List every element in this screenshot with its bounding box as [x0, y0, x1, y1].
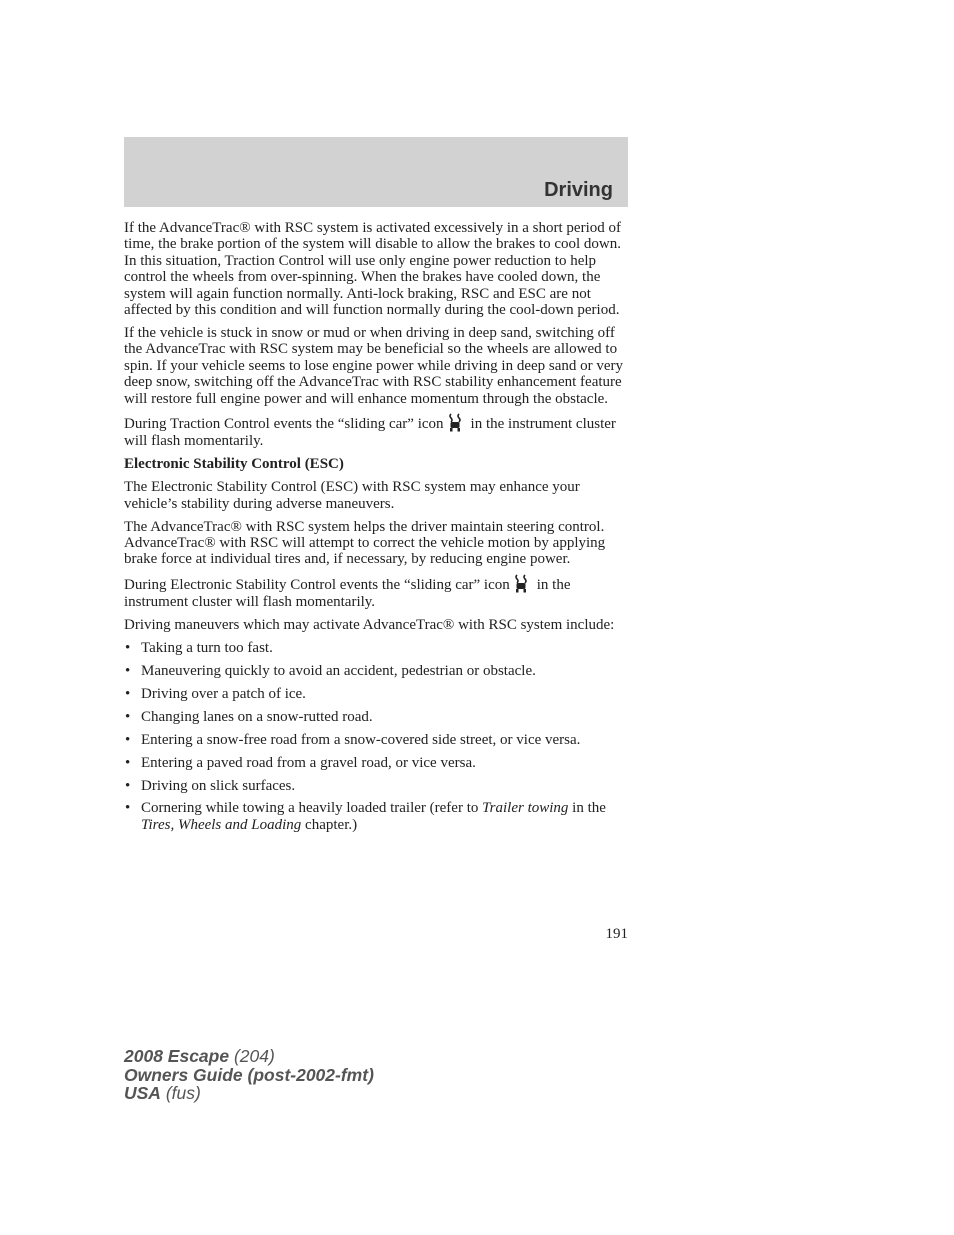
- list-item: • Driving over a patch of ice.: [124, 686, 628, 702]
- esc-heading: Electronic Stability Control (ESC): [124, 456, 344, 473]
- trailer-towing-reference: Trailer towing: [482, 800, 569, 817]
- footer-market: USA: [124, 1083, 161, 1103]
- paragraph-esc-steering: The AdvanceTrac® with RSC system helps the driver maintain steering control. AdvanceTrac® with RSC will attempt to correct the vehicle motion by applying brake force at individual tires and, if necessary, by reducing engine power.: [124, 518, 606, 568]
- traction-icon-text-after: in the instrument cluster will flash momentarily.: [124, 416, 616, 450]
- footer-line-1: [124, 1047, 374, 1066]
- traction-icon-text-before: During Traction Control events the “sliding car” icon: [124, 416, 444, 433]
- paragraph-brake-cooldown: If the AdvanceTrac® with RSC system is activated excessively in a short period of time, the brake portion of the system will disable to allow the brakes to cool down. In this situation, Traction Control will use only engine power reduction to help control the wheels from over-spinning. When the brakes have cooled down, the system will again function normally. Anti-lock braking, RSC and ESC are not affected by this condition and will function normally during the cool-down period.: [124, 220, 621, 319]
- last-bullet-text: chapter.): [301, 816, 358, 833]
- last-bullet-text: in the: [568, 800, 606, 817]
- list-item: • Entering a paved road from a gravel road, or vice versa.: [124, 755, 628, 771]
- footer-market-code: (fus): [165, 1083, 201, 1103]
- page-content: [124, 220, 628, 840]
- list-item: • Maneuvering quickly to avoid an accident, pedestrian or obstacle.: [124, 663, 628, 679]
- sliding-car-icon: [447, 413, 463, 433]
- list-item: • Changing lanes on a snow-rutted road.: [124, 709, 628, 725]
- paragraph-maneuvers-intro: Driving maneuvers which may activate AdvanceTrac® with RSC system include:: [124, 617, 615, 634]
- paragraph-esc-intro: The Electronic Stability Control (ESC) with RSC system may enhance your vehicle’s stability during adverse maneuvers.: [124, 479, 580, 512]
- footer-model-code: (204): [233, 1046, 275, 1066]
- section-title: Driving: [544, 179, 613, 201]
- list-item: [124, 800, 628, 833]
- section-header-band: [124, 137, 628, 207]
- sliding-car-icon: [513, 574, 529, 594]
- esc-icon-text-after: in the instrument cluster will flash momentarily.: [124, 577, 571, 611]
- maneuvers-list: [124, 640, 628, 833]
- paragraph-stuck-vehicle: If the vehicle is stuck in snow or mud or when driving in deep sand, switching off the AdvanceTrac with RSC system may be beneficial so the wheels are allowed to spin. If your vehicle seems to lose engine power while driving in deep sand or very deep snow, switching off the AdvanceTrac with RSC stability enhancement feature will restore full engine power and will enhance momentum through the obstacle.: [124, 324, 624, 407]
- list-item: • Entering a snow-free road from a snow-covered side street, or vice versa.: [124, 732, 628, 748]
- footer-model: 2008 Escape: [124, 1046, 230, 1066]
- paragraph-esc-icon: [124, 574, 628, 610]
- list-item: • Taking a turn too fast.: [124, 640, 628, 656]
- list-item: • Driving on slick surfaces.: [124, 778, 628, 794]
- footer-line-3: [124, 1084, 374, 1103]
- footer-guide: Owners Guide (post-2002-fmt): [124, 1064, 374, 1085]
- tires-chapter-reference: Tires, Wheels and Loading: [141, 816, 302, 833]
- last-bullet-text: Cornering while towing a heavily loaded trailer (refer to: [141, 800, 483, 817]
- paragraph-traction-icon: [124, 413, 628, 449]
- footer-line-2: [124, 1066, 374, 1085]
- document-footer: [124, 1047, 374, 1103]
- esc-icon-text-before: During Electronic Stability Control events the “sliding car” icon: [124, 577, 510, 594]
- page-number: 191: [605, 926, 628, 942]
